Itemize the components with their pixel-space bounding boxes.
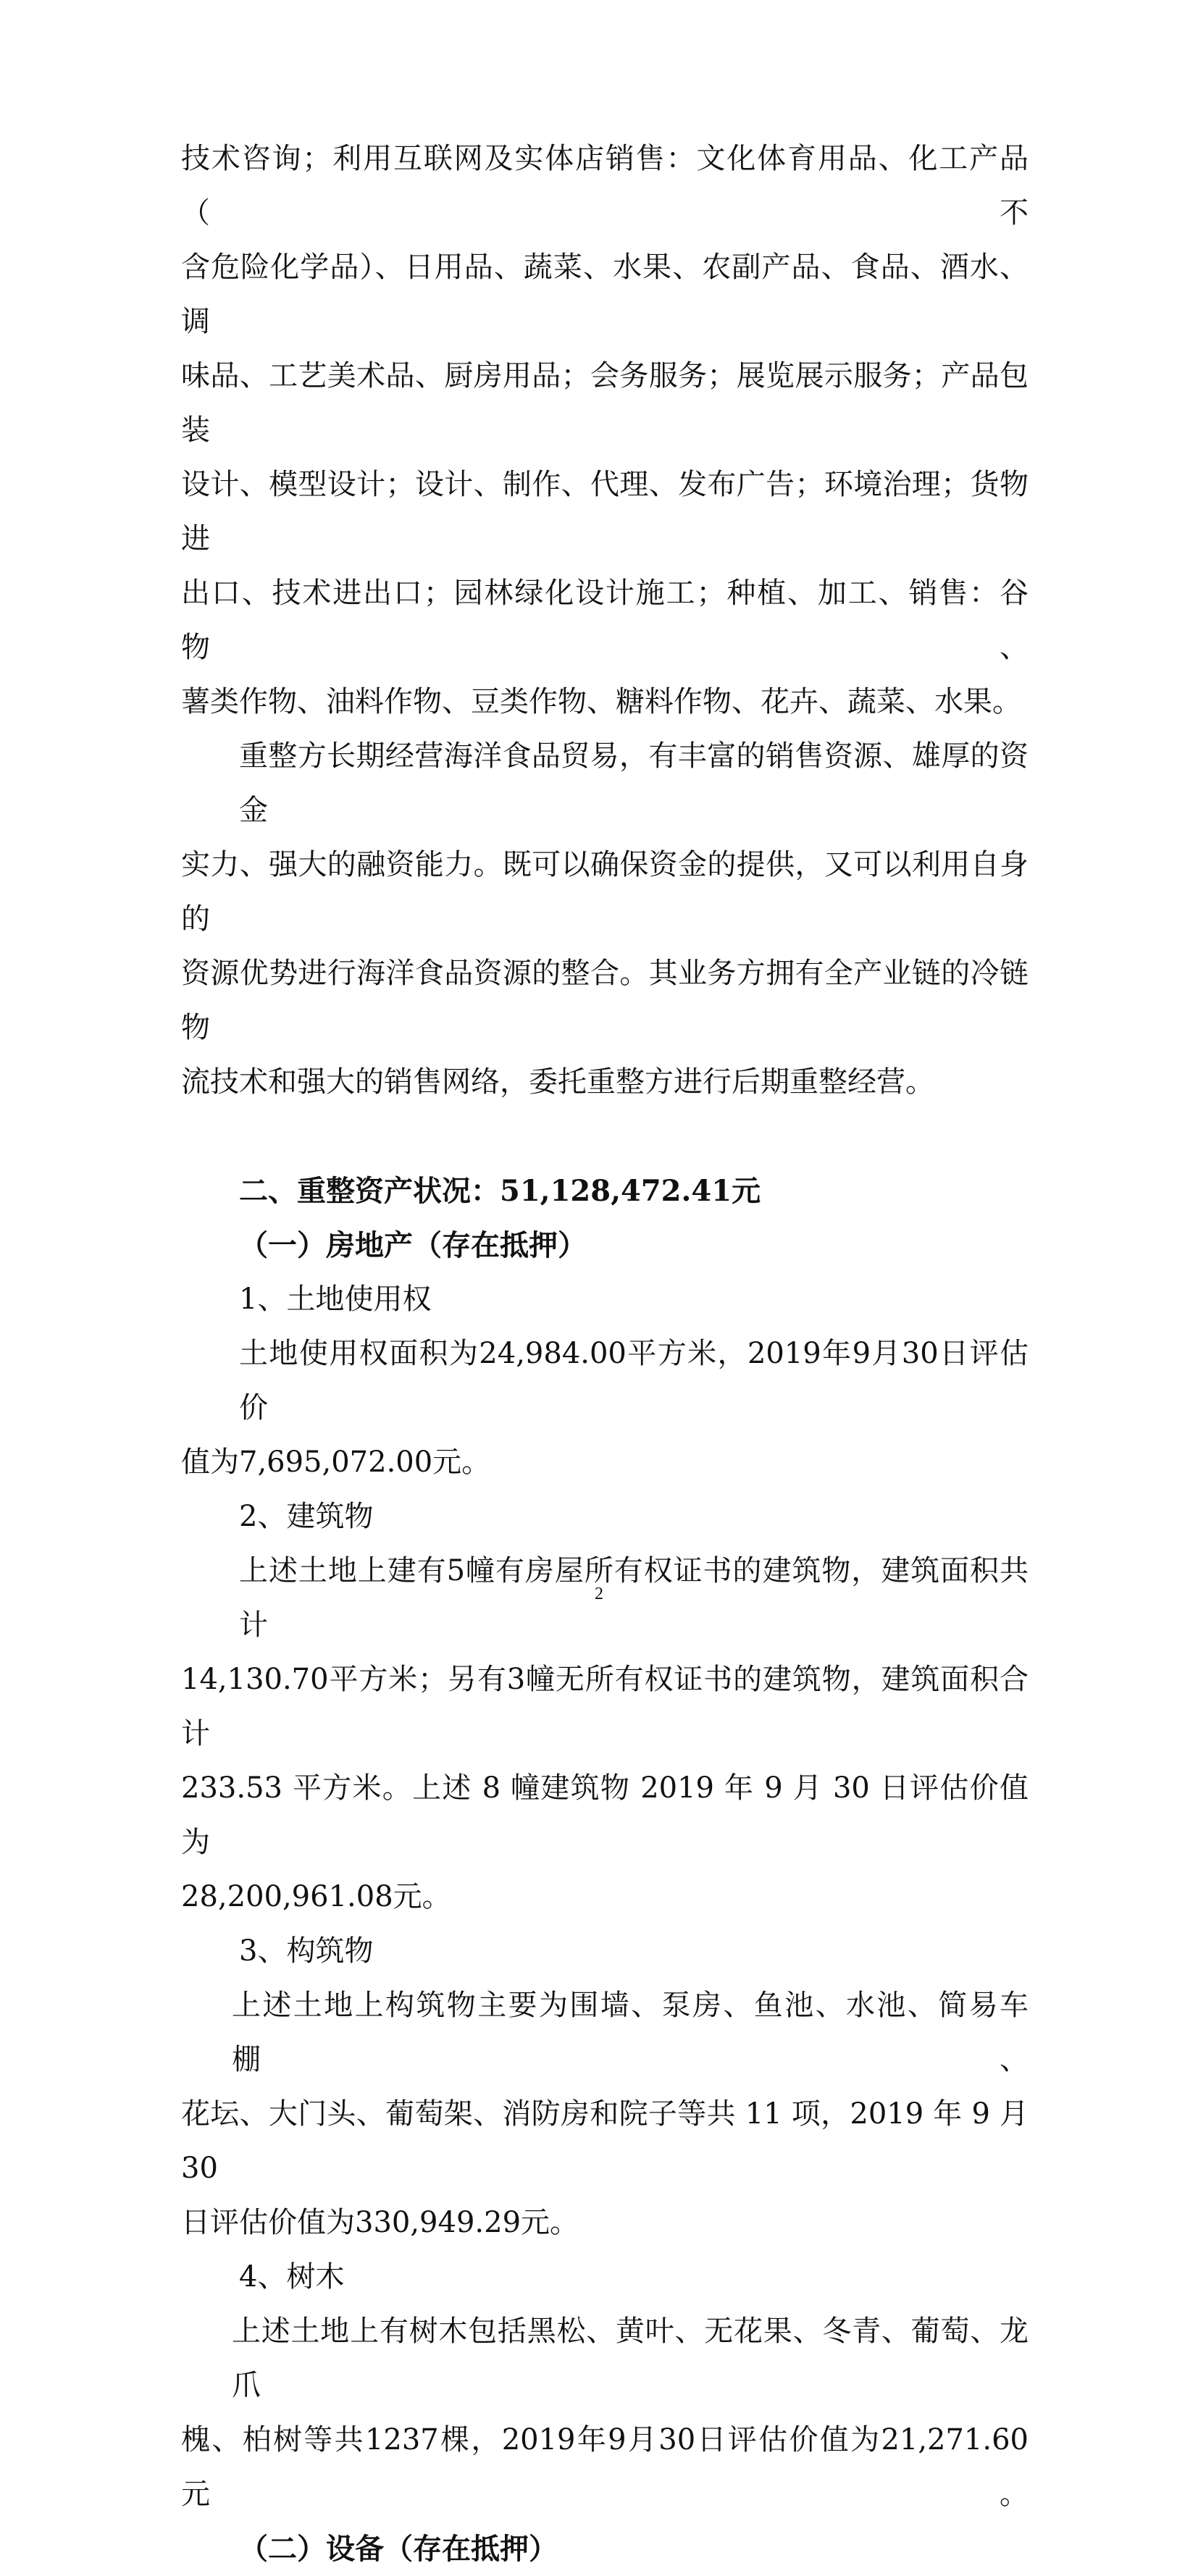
text-line: 日评估价值为330,949.29元。 bbox=[181, 2206, 579, 2239]
text-line: 上述土地上构筑物主要为围墙、泵房、鱼池、水池、简易车棚、 bbox=[232, 1989, 1029, 2076]
item-title-trees: 4、树木 bbox=[239, 2260, 345, 2294]
item-text-trees bbox=[181, 2304, 1029, 2522]
text-line: 土地使用权面积为24,984.00平方米，2019年9月30日评估价 bbox=[239, 1337, 1029, 1425]
text-line: 上述土地上建有5幢有房屋所有权证书的建筑物，建筑面积共计 bbox=[239, 1554, 1029, 1642]
text-line: 实力、强大的融资能力。既可以确保资金的提供，又可以利用自身的 bbox=[181, 848, 1029, 936]
business-scope-paragraph bbox=[181, 132, 1029, 729]
text-line: 花坛、大门头、葡萄架、消防房和院子等共 11 项，2019 年 9 月 30 bbox=[181, 2097, 1029, 2185]
document-body bbox=[181, 132, 1029, 2576]
text-line: 资源优势进行海洋食品资源的整合。其业务方拥有全产业链的冷链物 bbox=[181, 957, 1029, 1044]
text-line: 流技术和强大的销售网络，委托重整方进行后期重整经营。 bbox=[181, 1065, 934, 1099]
text-line: 值为7,695,072.00元。 bbox=[181, 1446, 491, 1479]
text-line: 槐、柏树等共1237棵，2019年9月30日评估价值为21,271.60元。 bbox=[181, 2423, 1029, 2511]
item-title-structures: 3、构筑物 bbox=[239, 1934, 374, 1968]
text-line: 14,130.70平方米；另有3幢无所有权证书的建筑物，建筑面积合计 bbox=[181, 1663, 1029, 1750]
item-text-structures bbox=[181, 1979, 1029, 2250]
subsection-heading-equipment: （二）设备（存在抵押） bbox=[239, 2532, 558, 2566]
text-line: 28,200,961.08元。 bbox=[181, 1880, 451, 1913]
text-line: 设计、模型设计；设计、制作、代理、发布广告；环境治理；货物进 bbox=[181, 468, 1029, 555]
text-line: 薯类作物、油料作物、豆类作物、糖料作物、花卉、蔬菜、水果。 bbox=[181, 685, 1021, 718]
restructuring-party-paragraph bbox=[181, 729, 1029, 1109]
paragraph-gap bbox=[181, 1109, 1029, 1164]
item-title-buildings: 2、建筑物 bbox=[239, 1500, 374, 1533]
text-line: 含危险化学品）、日用品、蔬菜、水果、农副产品、食品、酒水、调 bbox=[181, 251, 1029, 338]
text-line: 出口、技术进出口；园林绿化设计施工；种植、加工、销售：谷物、 bbox=[181, 576, 1029, 664]
text-line: 重整方长期经营海洋食品贸易，有丰富的销售资源、雄厚的资金 bbox=[239, 739, 1029, 827]
subsection-heading-real-estate: （一）房地产（存在抵押） bbox=[239, 1228, 587, 1262]
item-text-land-use-right bbox=[181, 1327, 1029, 1490]
text-line: 技术咨询；利用互联网及实体店销售：文化体育用品、化工产品（不 bbox=[181, 142, 1029, 230]
text-line: 味品、工艺美术品、厨房用品；会务服务；展览展示服务；产品包装 bbox=[181, 359, 1029, 447]
text-line: 233.53 平方米。上述 8 幢建筑物 2019 年 9 月 30 日评估价值为 bbox=[181, 1771, 1029, 1859]
section-heading-assets: 二、重整资产状况：51,128,472.41元 bbox=[239, 1174, 761, 1208]
item-title-land-use-right: 1、土地使用权 bbox=[239, 1283, 432, 1316]
text-line: 上述土地上有树木包括黑松、黄叶、无花果、冬青、葡萄、龙爪 bbox=[232, 2315, 1029, 2402]
page-number: 2 bbox=[595, 1585, 603, 1603]
